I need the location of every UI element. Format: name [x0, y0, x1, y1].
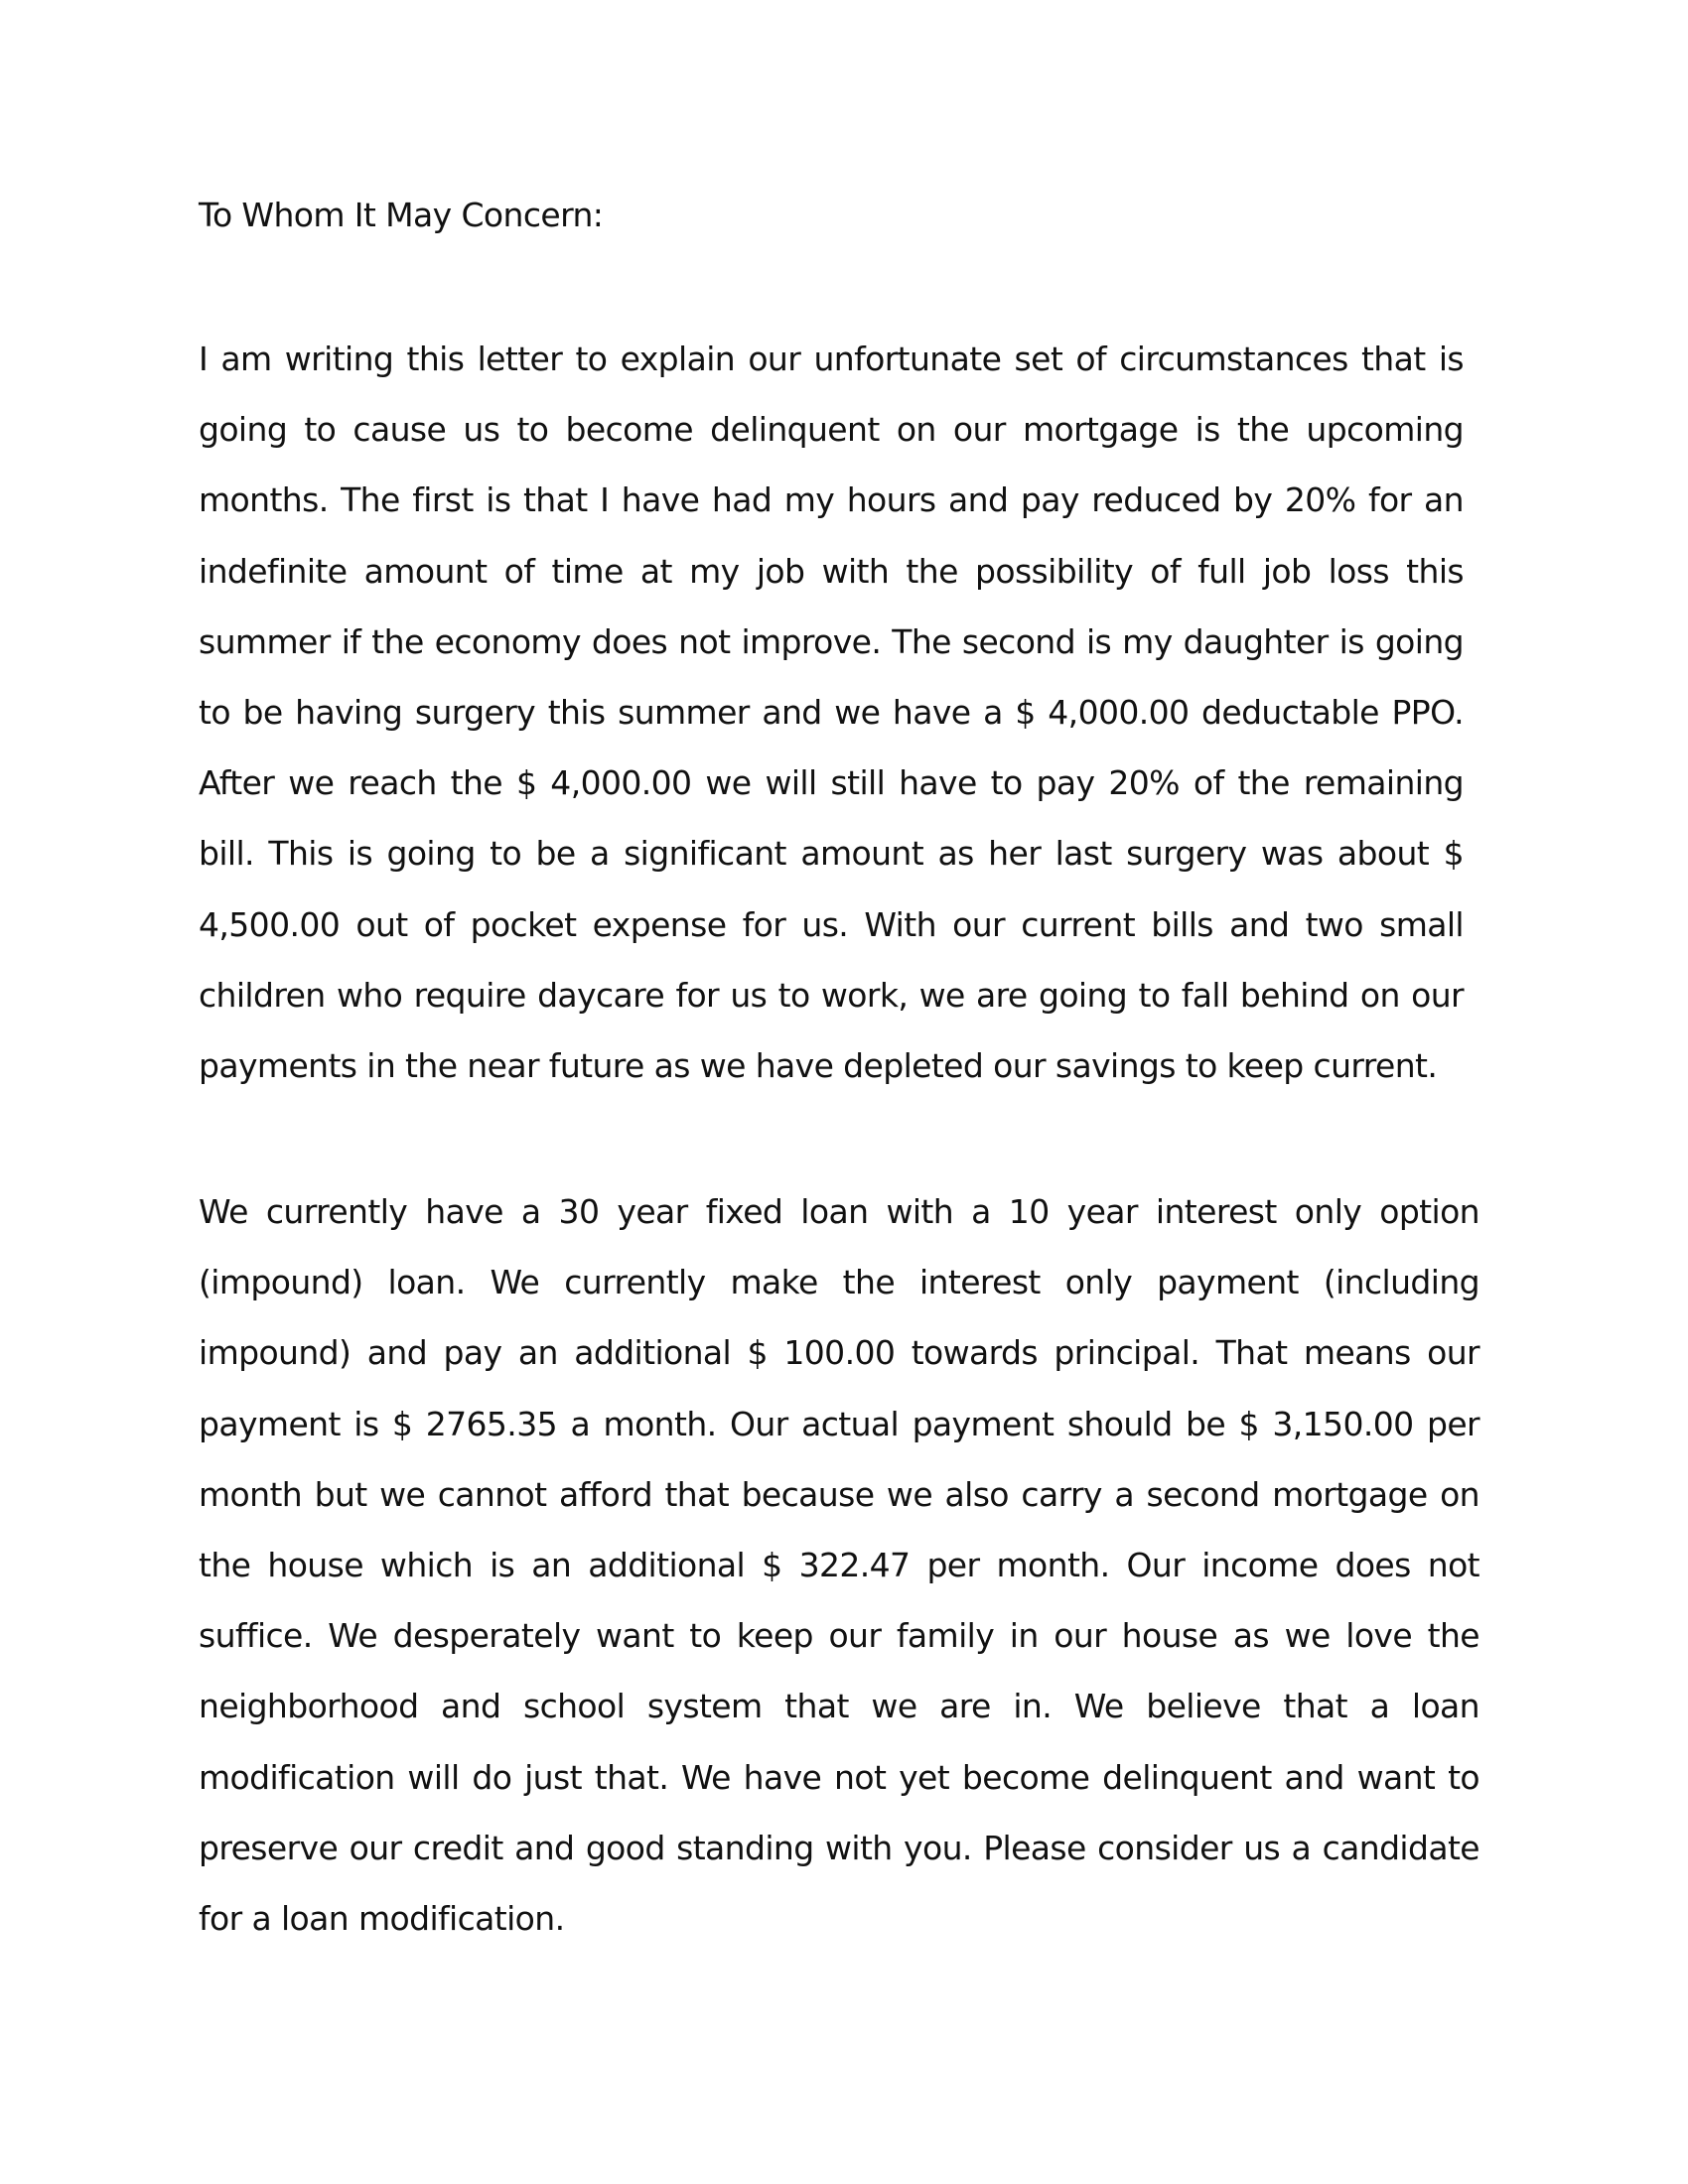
letter-salutation: To Whom It May Concern:: [199, 196, 604, 234]
letter-paragraph-loan-details: We currently have a 30 year fixed loan with a 10 year interest only option (impound) loan. We currently make the interest only payment (including impound) and pay an additional $ 100.00 towards principal. That means our payment is $ 2765.35 a month. Our actual payment should be $ 3,150.00 per month but we cannot afford that because we also carry a second mortgage on the house which is an additional $ 322.47 per month. Our income does not suffice. We desperately want to keep our family in our house as we love the neighborhood and school system that we are in. We believe that a loan modification will do just that. We have not yet become delinquent and want to preserve our credit and good standing with you. Please consider us a candidate for a loan modification.: [199, 1192, 1479, 1939]
letter-paragraph-circumstances: I am writing this letter to explain our unfortunate set of circumstances that is going to cause us to become delinquent on our mortgage is the upcoming months. The first is that I have had my hours and pay reduced by 20% for an indefinite amount of time at my job with the possibility of full job loss this summer if the economy does not improve. The second is my daughter is going to be having surgery this summer and we have a $ 4,000.00 deductable PPO. After we reach the $ 4,000.00 we will still have to pay 20% of the remaining bill. This is going to be a significant amount as her last surgery was about $ 4,500.00 out of pocket expense for us. With our current bills and two small children who require daycare for us to work, we are going to fall behind on our payments in the near future as we have depleted our savings to keep current.: [199, 340, 1464, 1086]
